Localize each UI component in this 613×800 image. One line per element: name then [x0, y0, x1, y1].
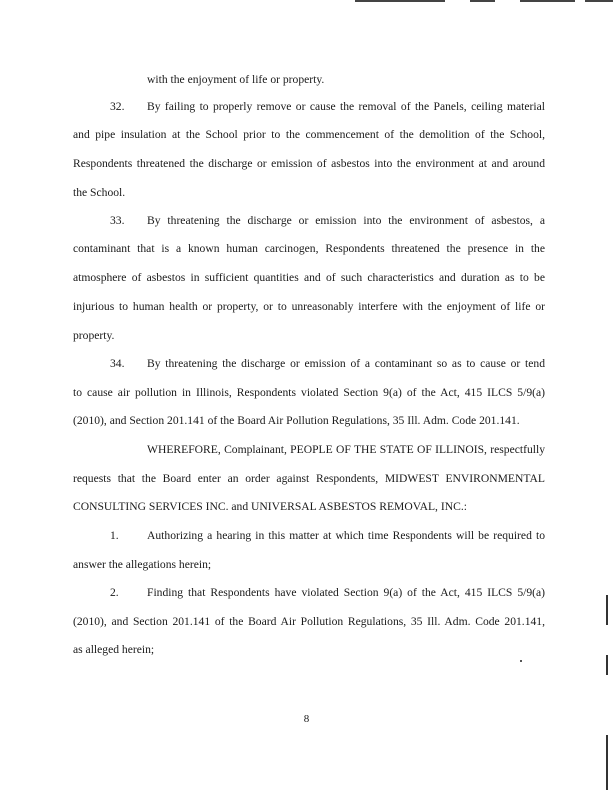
- paragraph-33-line: property.: [73, 329, 115, 342]
- item-1-line: Authorizing a hearing in this matter at which time Respondents will be required to: [147, 529, 545, 542]
- paragraph-number-32: 32.: [110, 100, 125, 113]
- continuation-line: with the enjoyment of life or property.: [147, 73, 325, 86]
- wherefore-line: CONSULTING SERVICES INC. and UNIVERSAL ASBESTOS REMOVAL, INC.:: [73, 500, 467, 513]
- item-1-line: answer the allegations herein;: [73, 558, 212, 571]
- paragraph-33-line: contaminant that is a known human carcinogen, Respondents threatened the presence in the: [73, 242, 545, 255]
- item-2-line: (2010), and Section 201.141 of the Board Air Pollution Regulations, 35 Ill. Adm. Code 201.141,: [73, 615, 545, 628]
- paragraph-33-line: atmosphere of asbestos in sufficient quantities and of such characteristics and duration as to be: [73, 271, 545, 284]
- page-number: 8: [303, 713, 310, 725]
- paragraph-number-33: 33.: [110, 214, 125, 227]
- paragraph-32-line: the School.: [73, 186, 126, 199]
- paragraph-34-line: (2010), and Section 201.141 of the Board Air Pollution Regulations, 35 Ill. Adm. Code 201.141.: [73, 414, 520, 427]
- paragraph-34-line: to cause air pollution in Illinois, Respondents violated Section 9(a) of the Act, 415 ILCS 5/9(a): [73, 386, 545, 399]
- item-2-line: as alleged herein;: [73, 643, 155, 656]
- item-2-line: Finding that Respondents have violated Section 9(a) of the Act, 415 ILCS 5/9(a): [147, 586, 545, 599]
- scan-artifact-top: [520, 0, 575, 2]
- scan-artifact-top: [355, 0, 445, 2]
- item-number-2: 2.: [110, 586, 119, 599]
- paragraph-33-line: By threatening the discharge or emission into the environment of asbestos, a: [147, 214, 545, 227]
- scan-artifact-top: [585, 0, 613, 2]
- paragraph-34-line: By threatening the discharge or emission of a contaminant so as to cause or tend: [147, 357, 545, 370]
- scan-artifact-dot: [520, 660, 522, 662]
- paragraph-number-34: 34.: [110, 357, 125, 370]
- paragraph-32-line: By failing to properly remove or cause the removal of the Panels, ceiling material: [147, 100, 545, 113]
- scan-artifact-top: [470, 0, 495, 2]
- paragraph-33-line: injurious to human health or property, or to unreasonably interfere with the enjoyment of life or: [73, 300, 545, 313]
- scan-artifact-edge: [606, 655, 608, 675]
- scan-artifact-edge: [606, 595, 608, 625]
- wherefore-line: WHEREFORE, Complainant, PEOPLE OF THE STATE OF ILLINOIS, respectfully: [147, 443, 545, 456]
- paragraph-32-line: Respondents threatened the discharge or emission of asbestos into the environment at and around: [73, 157, 545, 170]
- paragraph-32-line: and pipe insulation at the School prior to the commencement of the demolition of the School,: [73, 128, 545, 141]
- scan-artifact-edge: [606, 735, 608, 790]
- item-number-1: 1.: [110, 529, 119, 542]
- wherefore-line: requests that the Board enter an order against Respondents, MIDWEST ENVIRONMENTAL: [73, 472, 545, 485]
